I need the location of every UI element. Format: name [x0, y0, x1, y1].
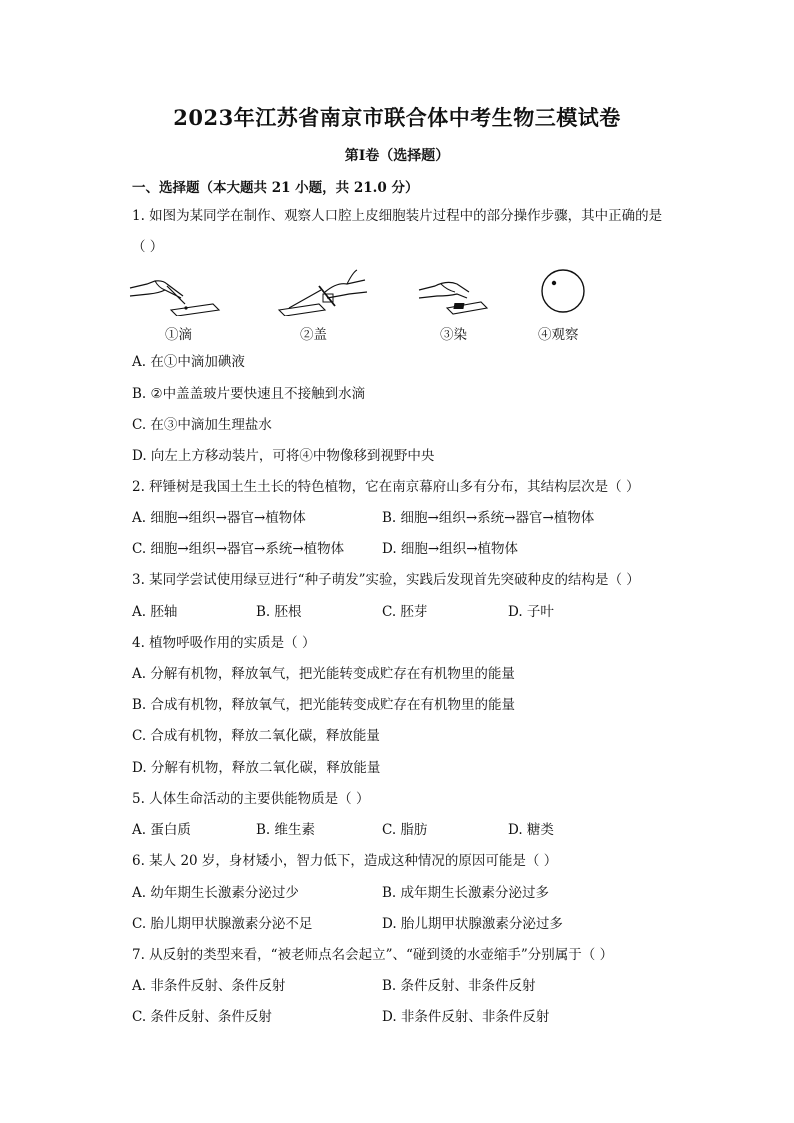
figure-drip-illustration: [125, 266, 225, 316]
question-2-option-d: D. 细胞→组织→植物体: [382, 541, 519, 557]
question-3-option-c: C. 胚芽: [382, 604, 428, 620]
question-2-stem: 2. 秤锤树是我国土生土长的特色植物，它在南京幕府山多有分布，其结构层次是（ ）: [132, 479, 640, 495]
question-2-option-b: B. 细胞→组织→系统→器官→植物体: [382, 510, 595, 526]
question-5-options-row: [132, 821, 692, 841]
figure-stain-illustration: [417, 266, 517, 316]
question-5-stem: 5. 人体生命活动的主要供能物质是（ ）: [132, 791, 370, 807]
figure-label-stain: ③染: [440, 327, 467, 343]
question-6-option-b: B. 成年期生长激素分泌过多: [382, 885, 550, 901]
figure-label-cover: ②盖: [300, 327, 327, 343]
question-2-option-a: A. 细胞→组织→器官→植物体: [132, 510, 306, 526]
question-3-options-row: [132, 603, 692, 623]
question-7-option-b: B. 条件反射、非条件反射: [382, 978, 536, 994]
exam-title: 2023年江苏省南京市联合体中考生物三模试卷: [173, 105, 621, 130]
figure-label-observe: ④观察: [538, 327, 579, 343]
question-2-options-row-2: [132, 540, 692, 560]
question-6-option-d: D. 胎儿期甲状腺激素分泌过多: [382, 916, 563, 932]
question-1-option-b: B. ②中盖盖玻片要快速且不接触到水滴: [132, 386, 366, 402]
question-7-stem: 7. 从反射的类型来看，“被老师点名会起立”、“碰到烫的水壶缩手”分别属于（ ）: [132, 947, 614, 963]
question-2-option-c: C. 细胞→组织→器官→系统→植物体: [132, 541, 345, 557]
question-3-option-a: A. 胚轴: [132, 604, 178, 620]
question-6-option-c: C. 胎儿期甲状腺激素分泌不足: [132, 916, 313, 932]
question-3-option-d: D. 子叶: [508, 604, 554, 620]
question-5-option-d: D. 糖类: [508, 822, 554, 838]
question-6-option-a: A. 幼年期生长激素分泌过少: [132, 885, 299, 901]
question-6-options-row-2: [132, 915, 692, 935]
question-4-stem: 4. 植物呼吸作用的实质是（ ）: [132, 635, 316, 651]
question-3-option-b: B. 胚根: [256, 604, 302, 620]
figure-label-drip: ①滴: [165, 327, 192, 343]
question-6-stem: 6. 某人 20 岁，身材矮小，智力低下，造成这种情况的原因可能是（ ）: [132, 853, 558, 869]
question-7-options-row-2: [132, 1008, 692, 1028]
question-6-options-row-1: [132, 884, 692, 904]
figure-cover-illustration: [275, 266, 375, 316]
question-4-option-a: A. 分解有机物，释放氧气，把光能转变成贮存在有机物里的能量: [132, 666, 515, 682]
question-7-option-d: D. 非条件反射、非条件反射: [382, 1009, 550, 1025]
question-2-options-row-1: [132, 509, 692, 529]
question-7-option-c: C. 条件反射、条件反射: [132, 1009, 272, 1025]
figure-observe-illustration: [533, 266, 593, 316]
question-4-option-c: C. 合成有机物，释放二氧化碳，释放能量: [132, 728, 380, 744]
question-1-figures: [125, 266, 595, 346]
question-3-stem: 3. 某同学尝试使用绿豆进行“种子萌发”实验，实践后发现首先突破种皮的结构是（ ）: [132, 572, 640, 588]
question-1-option-c: C. 在③中滴加生理盐水: [132, 417, 272, 433]
section-heading: 一、选择题（本大题共 21 小题，共 21.0 分）: [132, 180, 419, 196]
question-1-stem: 1. 如图为某同学在制作、观察人口腔上皮细胞装片过程中的部分操作步骤，其中正确的是: [132, 208, 663, 224]
question-7-options-row-1: [132, 977, 692, 997]
question-5-option-c: C. 脂肪: [382, 822, 428, 838]
question-7-option-a: A. 非条件反射、条件反射: [132, 978, 286, 994]
exam-subtitle: 第Ⅰ卷（选择题）: [344, 148, 450, 164]
question-1-option-a: A. 在①中滴加碘液: [132, 354, 245, 370]
question-4-option-b: B. 合成有机物，释放氧气，把光能转变成贮存在有机物里的能量: [132, 697, 516, 713]
question-4-option-d: D. 分解有机物，释放二氧化碳，释放能量: [132, 760, 381, 776]
question-1-stem-bracket: （ ）: [132, 239, 164, 255]
question-5-option-a: A. 蛋白质: [132, 822, 191, 838]
question-5-option-b: B. 维生素: [256, 822, 316, 838]
question-1-option-d: D. 向左上方移动装片，可将④中物像移到视野中央: [132, 448, 435, 464]
